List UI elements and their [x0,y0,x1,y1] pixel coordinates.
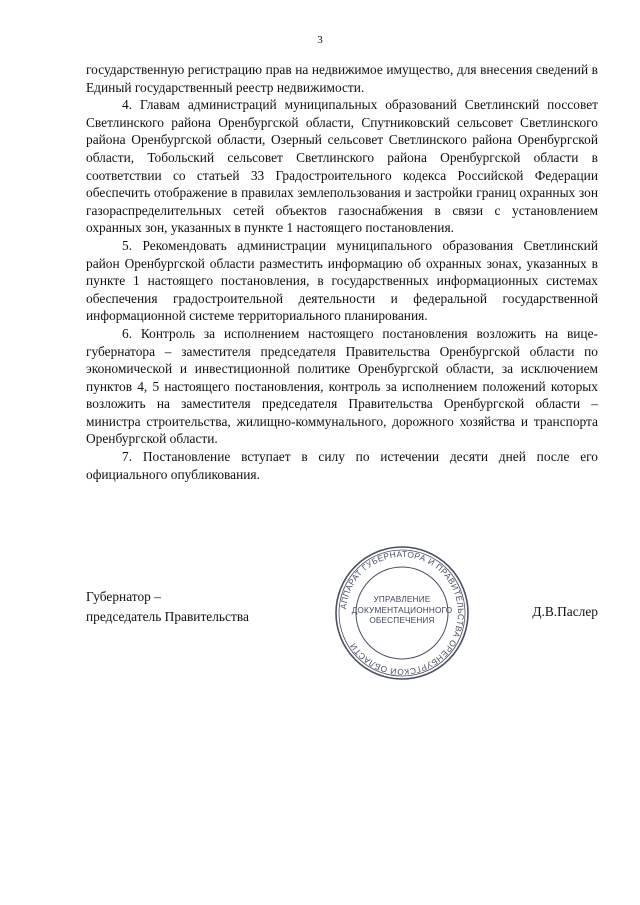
page-number: 3 [317,34,323,46]
stamp-ring-text: АППАРАТ ГУБЕРНАТОРА И ПРАВИТЕЛЬСТВА ОРЕНБУРГСКОЙ ОБЛАСТИ [338,548,467,678]
paragraph-item-4: 4. Главам администраций муниципальных образований Светлинский поссовет Светлинского района Оренбургской области, Спутниковский сельсовет Светлинского района Оренбургской области, Озерный сельсовет Светлинского района Оренбургской области, Тобольский сельсовет Светлинского района Оренбургской области в соответствии со статьей 33 Градостроительного кодекса Российской Федерации обеспечить отображение в правилах землепользования и застройки границ охранных зон газораспределительных сетей объектов газоснабжения в связи с установлением охранных зон, указанных в пункте 1 настоящего постановления. [86,97,598,236]
paragraph-item-6: 6. Контроль за исполнением настоящего постановления возложить на вице-губернатора – заместителя председателя Правительства Оренбургской области по экономической и инвестиционной политике Оренбургской области, за исключением пунктов 4, 5 настоящего постановления, контроль за исполнением положений которых возложить на заместителя председателя Правительства Оренбургской области – министра строительства, жилищно-коммунального, дорожного хозяйства и транспорта Оренбургской области. [86,325,598,447]
signer-title [86,587,249,627]
signer-title-line-2: председатель Правительства [86,609,249,624]
official-stamp [334,545,470,681]
stamp-inner-text [348,595,456,627]
signer-title-line-1: Губернатор – [86,589,161,604]
paragraph-item-7: 7. Постановление вступает в силу по истечении десяти дней после его официального опубликования. [86,449,598,482]
stamp-inner-line-3: ОБЕСПЕЧЕНИЯ [369,616,435,625]
paragraph-item-5: 5. Рекомендовать администрации муниципального образования Светлинский район Оренбургской области разместить информацию об охранных зонах, указанных в пункте 1 настоящего постановления, в государственных информационных системах обеспечения градостроительной деятельности и федеральной государственной информационной системе территориального планирования. [86,237,598,324]
signer-name: Д.В.Паслер [532,604,598,619]
stamp-inner-line-2: ДОКУМЕНТАЦИОННОГО [351,605,453,615]
paragraph-continuation: государственную регистрацию прав на недвижимое имущество, для внесения сведений в Единый государственный реестр недвижимости. [86,62,598,95]
document-body [86,61,598,483]
stamp-inner-line-1: УПРАВЛЕНИЕ [373,595,431,604]
